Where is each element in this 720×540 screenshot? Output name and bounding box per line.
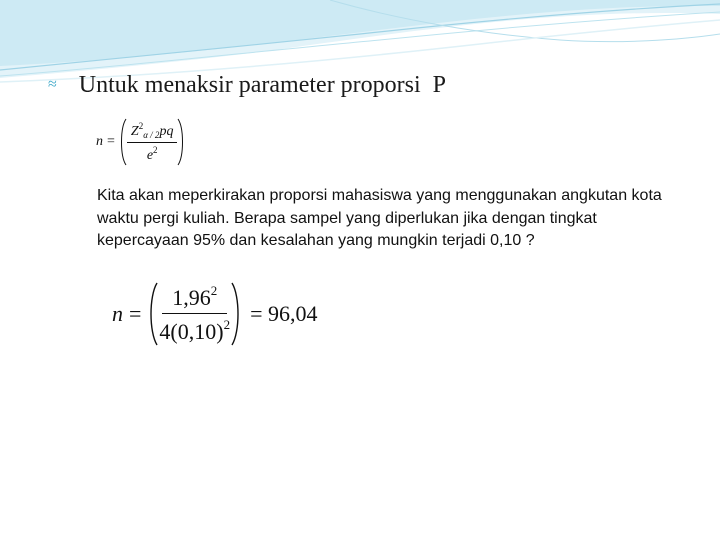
left-paren-icon [147, 282, 159, 346]
solution-numerator: 1,96$^2$ [162, 283, 227, 314]
formula-equals: = [107, 134, 115, 149]
right-paren-icon [177, 118, 185, 166]
wave-bullet-icon: ≈ [48, 75, 57, 93]
formula-fraction [127, 121, 178, 164]
slide-title [48, 72, 446, 99]
left-paren-icon [119, 118, 127, 166]
title-text: Untuk menaksir parameter proporsi P [78, 72, 447, 98]
solution-equals: = [129, 301, 142, 326]
solution-formula [112, 282, 318, 346]
sample-size-formula [96, 118, 185, 166]
solution-fraction [159, 283, 230, 345]
formula-numerator: $Z^2_{\alpha / 2}pq$ [127, 121, 178, 143]
formula-denominator: $e^2$ [146, 144, 158, 163]
formula-lhs: n [96, 134, 103, 149]
problem-statement: Kita akan meperkirakan proporsi mahasiswa yang menggunakan angkutan kota waktu pergi kuliah. Berapa sampel yang diperlukan jika dengan tingkat kepercayaan 95% dan kesalahan yang mungkin terjadi 0,10 ? [97, 187, 662, 250]
solution-result: = 96,04 [250, 301, 318, 326]
right-paren-icon [230, 282, 242, 346]
solution-denominator: $4(0,10)^2$ [159, 317, 231, 344]
solution-lhs: n [112, 301, 123, 326]
